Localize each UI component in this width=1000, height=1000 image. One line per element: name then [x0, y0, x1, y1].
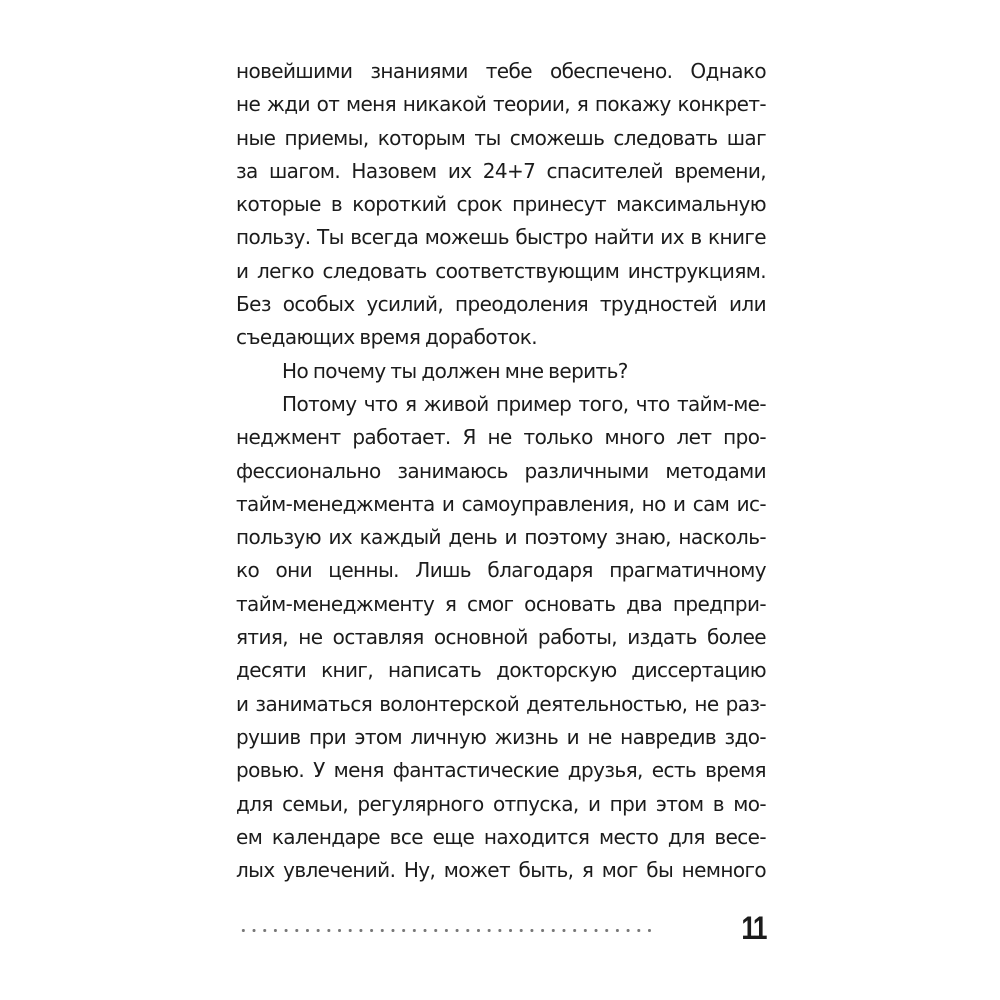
text-line: пользу. Ты всегда можешь быстро найти их в книге — [236, 225, 766, 250]
text-line: ровью. У меня фантастические друзья, есть время — [236, 758, 766, 783]
text-line: рушив при этом личную жизнь и не навредив здо- — [236, 724, 766, 749]
text-line: которые в короткий срок принесут максимальную — [236, 192, 766, 217]
text-line: ко они ценны. Лишь благодаря прагматичному — [236, 558, 766, 583]
text-line: для семьи, регулярного отпуска, и при этом в мо- — [236, 791, 766, 816]
body-text — [236, 55, 766, 887]
text-line: тайм-менеджмента и самоуправления, но и сам ис- — [236, 491, 766, 516]
text-line: ем календаре все еще находится место для весе- — [236, 824, 766, 849]
text-line: Без особых усилий, преодоления трудностей или — [236, 292, 766, 317]
page-number: 11 — [741, 910, 766, 946]
text-line: тайм-менеджменту я смог основать два предпри- — [236, 591, 766, 616]
text-line: и легко следовать соответствующим инструкциям. — [236, 258, 766, 283]
text-line: фессионально занимаюсь различными методами — [236, 458, 766, 483]
text-line: и заниматься волонтерской деятельностью, не раз- — [236, 691, 766, 716]
text-line: за шагом. Назовем их 24+7 спасителей времени, — [236, 158, 766, 183]
text-line: Потому что я живой пример того, что тайм-ме- — [282, 391, 766, 416]
text-line: не жди от меня никакой теории, я покажу конкрет- — [236, 92, 766, 117]
page-footer — [236, 906, 766, 950]
text-line: лых увлечений. Ну, может быть, я мог бы немного — [236, 858, 766, 883]
text-line: десяти книг, написать докторскую диссертацию — [236, 658, 766, 683]
paragraph-question: Но почему ты должен мне верить? — [282, 358, 628, 383]
text-line: ятия, не оставляя основной работы, издать более — [236, 625, 766, 650]
text-line: новейшими знаниями тебе обеспечено. Однако — [236, 59, 766, 83]
text-line: ные приемы, которым ты сможешь следовать шаг — [236, 125, 766, 150]
text-line: неджмент работает. Я не только много лет про- — [236, 425, 766, 450]
dotted-leader-line — [238, 928, 656, 933]
text-line: пользую их каждый день и поэтому знаю, насколь- — [236, 525, 766, 550]
text-line: съедающих время доработок. — [236, 325, 537, 350]
